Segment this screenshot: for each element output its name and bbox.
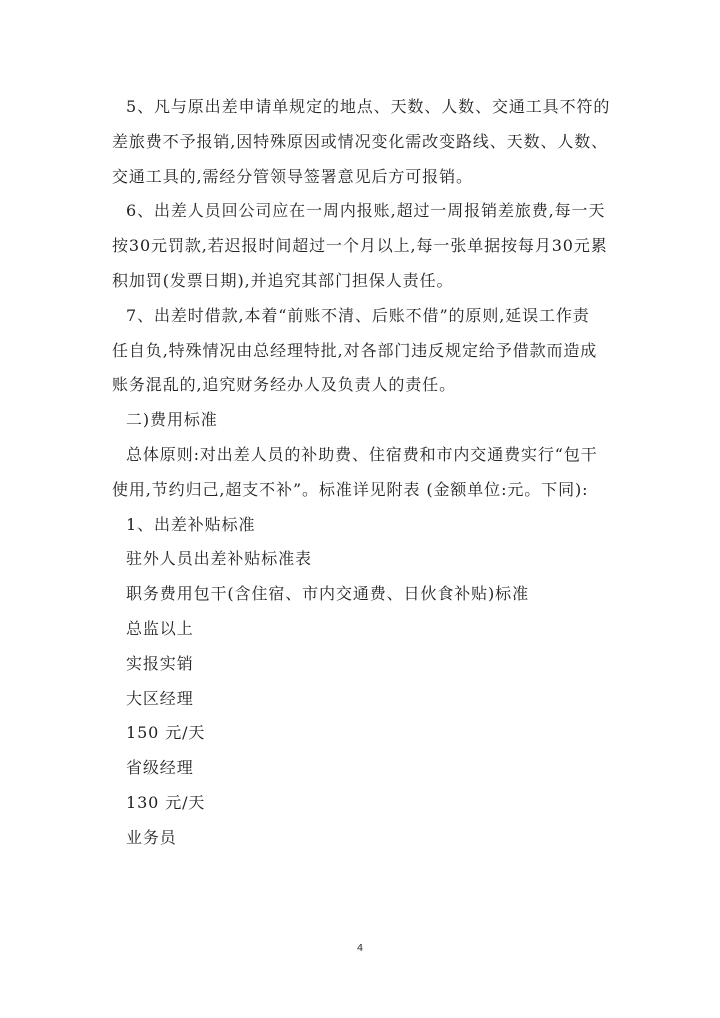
paragraph-6-line-3: 积加罚(发票日期),并追究其部门担保人责任。 (112, 270, 454, 290)
paragraph-5-line-1: 5、凡与原出差申请单规定的地点、天数、人数、交通工具不符的 (126, 97, 611, 116)
section-heading-expense-standard: 二)费用标准 (126, 410, 218, 430)
document-body (112, 90, 612, 856)
page-number: 4 (356, 943, 364, 954)
table-header: 职务费用包干(含住宿、市内交通费、日伙食补贴)标准 (126, 584, 529, 604)
standard-provincial-manager: 130 元/天 (126, 792, 206, 812)
table-title: 驻外人员出差补贴标准表 (126, 549, 312, 569)
standard-director: 实报实销 (126, 653, 194, 673)
paragraph-5-line-3: 交通工具的,需经分管领导签署意见后方可报销。 (112, 166, 473, 186)
general-principle-line-1: 总体原则:对出差人员的补助费、住宿费和市内交通费实行“包干 (126, 444, 598, 464)
role-regional-manager: 大区经理 (126, 688, 194, 708)
paragraph-7-line-3: 账务混乱的,追究财务经办人及负责人的责任。 (112, 375, 456, 395)
paragraph-7-line-1: 7、出差时借款,本着“前账不清、后账不借”的原则,延误工作责 (126, 305, 590, 325)
paragraph-7-line-2: 任自负,特殊情况由总经理特批,对各部门违反规定给予借款而造成 (112, 340, 598, 360)
standard-regional-manager: 150 元/天 (126, 723, 206, 743)
general-principle-line-2: 使用,节约归己,超支不补”。标准详见附表 (金额单位:元。下同): (112, 479, 589, 499)
paragraph-5-line-2: 差旅费不予报销,因特殊原因或情况变化需改变路线、天数、人数、 (112, 131, 609, 151)
role-salesperson: 业务员 (126, 827, 177, 847)
role-provincial-manager: 省级经理 (126, 758, 194, 778)
subheading-travel-allowance: 1、出差补贴标准 (126, 514, 256, 534)
paragraph-6-line-2: 按30元罚款,若迟报时间超过一个月以上,每一张单据按每月30元累 (112, 236, 608, 256)
role-director: 总监以上 (126, 618, 194, 638)
paragraph-6-line-1: 6、出差人员回公司应在一周内报账,超过一周报销差旅费,每一天 (126, 201, 606, 221)
